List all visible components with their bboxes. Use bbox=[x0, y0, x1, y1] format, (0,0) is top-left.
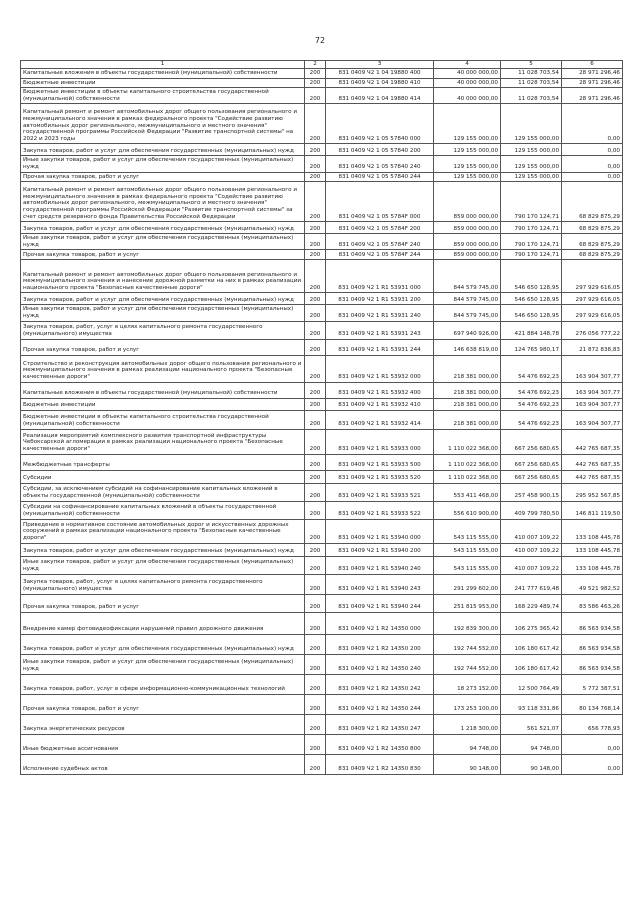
row-kvr: 200 bbox=[305, 483, 326, 501]
row-kvr: 200 bbox=[305, 519, 326, 543]
row-code: 831 0409 Ч2 1 R1 53931 243 bbox=[326, 321, 434, 339]
row-kvr: 200 bbox=[305, 234, 326, 250]
row-code: 831 0409 Ч2 1 R1 53931 200 bbox=[326, 293, 434, 305]
row-code: 831 0409 Ч2 1 R2 14350 242 bbox=[326, 674, 434, 694]
row-approved-amount: 173 253 100,00 bbox=[434, 694, 501, 714]
row-unexecuted-amount: 0,00 bbox=[562, 754, 623, 774]
row-approved-amount: 129 155 000,00 bbox=[434, 104, 501, 144]
table-row bbox=[21, 754, 623, 774]
row-unexecuted-amount: 5 772 387,51 bbox=[562, 674, 623, 694]
row-code: 831 0409 Ч2 1 05 57840 244 bbox=[326, 172, 434, 182]
row-executed-amount: 129 155 000,00 bbox=[501, 172, 562, 182]
row-code: 831 0409 Ч2 1 05 57840 200 bbox=[326, 144, 434, 156]
table-row bbox=[21, 182, 623, 222]
row-name: Капитальный ремонт и ремонт автомобильных дорог общего пользования регионального и межмуниципального значения и нанесение дорожной разметки на них в рамках реализации национального проекта "Безопасные качественные дороги" bbox=[21, 260, 305, 293]
row-kvr: 200 bbox=[305, 454, 326, 470]
table-row bbox=[21, 305, 623, 321]
row-name: Иные закупки товаров, работ и услуг для обеспечения государственных (муниципальных) нужд bbox=[21, 234, 305, 250]
row-code: 831 0409 Ч2 1 05 5784F 240 bbox=[326, 234, 434, 250]
row-executed-amount: 106 275 365,42 bbox=[501, 612, 562, 634]
table-row bbox=[21, 543, 623, 556]
header-cell: 2 bbox=[305, 61, 326, 69]
row-executed-amount: 106 180 617,42 bbox=[501, 654, 562, 674]
row-executed-amount: 561 521,07 bbox=[501, 714, 562, 734]
row-unexecuted-amount: 0,00 bbox=[562, 734, 623, 754]
row-name: Закупка товаров, работ, услуг в сфере информационно-коммуникационных технологий bbox=[21, 674, 305, 694]
row-approved-amount: 859 000 000,00 bbox=[434, 222, 501, 234]
table-row bbox=[21, 156, 623, 172]
row-approved-amount: 1 110 022 368,00 bbox=[434, 470, 501, 483]
row-name: Иные закупки товаров, работ и услуг для обеспечения государственных (муниципальных) нужд bbox=[21, 305, 305, 321]
row-executed-amount: 124 765 980,17 bbox=[501, 339, 562, 355]
row-code: 831 0409 Ч2 1 R1 53940 000 bbox=[326, 519, 434, 543]
row-name: Реализация мероприятий комплексного развития транспортной инфраструктуры Чебоксарской агломерации в рамках реализации национального проекта "Безопасные качественные дороги" bbox=[21, 429, 305, 454]
row-name: Субсидии на софинансирование капитальных вложений в объекты государственной (муниципальной) собственности bbox=[21, 501, 305, 519]
row-approved-amount: 859 000 000,00 bbox=[434, 250, 501, 260]
row-approved-amount: 1 110 022 368,00 bbox=[434, 454, 501, 470]
row-approved-amount: 129 155 000,00 bbox=[434, 172, 501, 182]
row-approved-amount: 192 839 300,00 bbox=[434, 612, 501, 634]
row-approved-amount: 251 815 953,00 bbox=[434, 594, 501, 612]
row-code: 831 0409 Ч2 1 R1 53931 000 bbox=[326, 260, 434, 293]
row-code: 831 0409 Ч2 1 R1 53940 244 bbox=[326, 594, 434, 612]
row-name: Закупка энергетических ресурсов bbox=[21, 714, 305, 734]
table-row bbox=[21, 501, 623, 519]
header-cell: 4 bbox=[434, 61, 501, 69]
row-code: 831 0409 Ч2 1 R2 14350 240 bbox=[326, 654, 434, 674]
row-executed-amount: 11 028 703,54 bbox=[501, 78, 562, 88]
row-code: 831 0409 Ч2 1 R2 14350 800 bbox=[326, 734, 434, 754]
row-name: Субсидии bbox=[21, 470, 305, 483]
row-code: 831 0409 Ч2 1 R1 53932 000 bbox=[326, 355, 434, 382]
row-kvr: 200 bbox=[305, 574, 326, 594]
table-row bbox=[21, 355, 623, 382]
row-code: 831 0409 Ч2 1 05 57840 240 bbox=[326, 156, 434, 172]
row-kvr: 200 bbox=[305, 734, 326, 754]
row-name: Капитальный ремонт и ремонт автомобильных дорог общего пользования регионального и межмуниципального значения в рамках федерального проекта "Содействие развитию автомобильных дорог регионального, межмуниципального и местного значения" государственной программы Российской Федерации "Развитие транспортной системы" за счет средств резервного фонда Правительства Российской Федерации bbox=[21, 182, 305, 222]
row-approved-amount: 146 638 819,00 bbox=[434, 339, 501, 355]
row-kvr: 200 bbox=[305, 654, 326, 674]
row-kvr: 200 bbox=[305, 634, 326, 654]
row-executed-amount: 409 799 780,50 bbox=[501, 501, 562, 519]
row-name: Закупка товаров, работ и услуг для обеспечения государственных (муниципальных) нужд bbox=[21, 144, 305, 156]
row-approved-amount: 218 381 000,00 bbox=[434, 410, 501, 429]
row-kvr: 200 bbox=[305, 674, 326, 694]
table-row bbox=[21, 234, 623, 250]
row-unexecuted-amount: 21 872 838,83 bbox=[562, 339, 623, 355]
row-approved-amount: 94 748,00 bbox=[434, 734, 501, 754]
row-name: Прочая закупка товаров, работ и услуг bbox=[21, 694, 305, 714]
table-row bbox=[21, 634, 623, 654]
row-kvr: 200 bbox=[305, 321, 326, 339]
row-executed-amount: 54 476 692,23 bbox=[501, 410, 562, 429]
row-executed-amount: 790 170 124,71 bbox=[501, 250, 562, 260]
row-approved-amount: 1 110 022 368,00 bbox=[434, 429, 501, 454]
row-code: 831 0409 Ч2 1 04 19880 410 bbox=[326, 78, 434, 88]
row-unexecuted-amount: 442 765 687,35 bbox=[562, 470, 623, 483]
row-code: 831 0409 Ч2 1 R2 14350 200 bbox=[326, 634, 434, 654]
row-kvr: 200 bbox=[305, 429, 326, 454]
row-kvr: 200 bbox=[305, 501, 326, 519]
row-code: 831 0409 Ч2 1 05 5784F 000 bbox=[326, 182, 434, 222]
row-unexecuted-amount: 163 904 307,77 bbox=[562, 410, 623, 429]
table-row bbox=[21, 104, 623, 144]
row-executed-amount: 54 476 692,23 bbox=[501, 398, 562, 410]
row-code: 831 0409 Ч2 1 R2 14350 830 bbox=[326, 754, 434, 774]
row-name: Капитальные вложения в объекты государственной (муниципальной) собственности bbox=[21, 69, 305, 79]
row-executed-amount: 410 007 109,22 bbox=[501, 556, 562, 574]
row-code: 831 0409 Ч2 1 R1 53940 240 bbox=[326, 556, 434, 574]
table-row bbox=[21, 694, 623, 714]
row-unexecuted-amount: 0,00 bbox=[562, 144, 623, 156]
header-cell: 6 bbox=[562, 61, 623, 69]
row-kvr: 200 bbox=[305, 556, 326, 574]
row-approved-amount: 291 299 602,00 bbox=[434, 574, 501, 594]
row-unexecuted-amount: 297 929 616,05 bbox=[562, 305, 623, 321]
row-executed-amount: 168 229 489,74 bbox=[501, 594, 562, 612]
row-kvr: 200 bbox=[305, 293, 326, 305]
row-executed-amount: 667 256 680,65 bbox=[501, 470, 562, 483]
row-executed-amount: 546 650 128,95 bbox=[501, 293, 562, 305]
row-name: Исполнение судебных актов bbox=[21, 754, 305, 774]
table-row bbox=[21, 144, 623, 156]
row-name: Закупка товаров, работ, услуг в целях капитального ремонта государственного (муниципального) имущества bbox=[21, 574, 305, 594]
row-kvr: 200 bbox=[305, 305, 326, 321]
row-name: Закупка товаров, работ, услуг в целях капитального ремонта государственного (муниципального) имущества bbox=[21, 321, 305, 339]
row-executed-amount: 129 155 000,00 bbox=[501, 144, 562, 156]
row-unexecuted-amount: 28 971 296,46 bbox=[562, 78, 623, 88]
row-unexecuted-amount: 86 563 934,58 bbox=[562, 612, 623, 634]
header-cell: 1 bbox=[21, 61, 305, 69]
row-name: Прочая закупка товаров, работ и услуг bbox=[21, 594, 305, 612]
row-code: 831 0409 Ч2 1 R1 53933 521 bbox=[326, 483, 434, 501]
row-code: 831 0409 Ч2 1 R1 53932 400 bbox=[326, 382, 434, 398]
row-unexecuted-amount: 133 108 445,78 bbox=[562, 519, 623, 543]
table-row bbox=[21, 172, 623, 182]
row-name: Внедрение камер фотовидеофиксации нарушений правил дорожного движения bbox=[21, 612, 305, 634]
row-executed-amount: 129 155 000,00 bbox=[501, 104, 562, 144]
table-row bbox=[21, 398, 623, 410]
row-executed-amount: 546 650 128,95 bbox=[501, 305, 562, 321]
row-unexecuted-amount: 276 056 777,22 bbox=[562, 321, 623, 339]
table-row bbox=[21, 519, 623, 543]
row-executed-amount: 11 028 703,54 bbox=[501, 88, 562, 104]
row-executed-amount: 410 007 109,22 bbox=[501, 519, 562, 543]
row-unexecuted-amount: 163 904 307,77 bbox=[562, 355, 623, 382]
row-kvr: 200 bbox=[305, 78, 326, 88]
row-code: 831 0409 Ч2 1 R1 53933 522 bbox=[326, 501, 434, 519]
row-executed-amount: 790 170 124,71 bbox=[501, 234, 562, 250]
table-row bbox=[21, 714, 623, 734]
row-approved-amount: 218 381 000,00 bbox=[434, 382, 501, 398]
row-unexecuted-amount: 86 563 934,58 bbox=[562, 654, 623, 674]
row-approved-amount: 40 000 000,00 bbox=[434, 88, 501, 104]
row-unexecuted-amount: 297 929 616,05 bbox=[562, 293, 623, 305]
row-executed-amount: 546 650 128,95 bbox=[501, 260, 562, 293]
row-executed-amount: 54 476 692,23 bbox=[501, 382, 562, 398]
row-executed-amount: 54 476 692,23 bbox=[501, 355, 562, 382]
table-row bbox=[21, 734, 623, 754]
row-approved-amount: 218 381 000,00 bbox=[434, 398, 501, 410]
header-row bbox=[21, 61, 623, 69]
row-kvr: 200 bbox=[305, 594, 326, 612]
row-code: 831 0409 Ч2 1 04 19880 400 bbox=[326, 69, 434, 79]
row-unexecuted-amount: 83 586 463,26 bbox=[562, 594, 623, 612]
row-name: Приведение в нормативное состояние автомобильных дорог и искусственных дорожных сооружений в рамках реализации национального проекта "Безопасные качественные дороги" bbox=[21, 519, 305, 543]
table-row bbox=[21, 88, 623, 104]
row-approved-amount: 543 115 555,00 bbox=[434, 519, 501, 543]
row-unexecuted-amount: 80 134 768,14 bbox=[562, 694, 623, 714]
row-executed-amount: 410 007 109,22 bbox=[501, 543, 562, 556]
row-approved-amount: 697 940 926,00 bbox=[434, 321, 501, 339]
row-executed-amount: 241 777 619,48 bbox=[501, 574, 562, 594]
row-code: 831 0409 Ч2 1 R1 53933 500 bbox=[326, 454, 434, 470]
row-executed-amount: 257 458 900,15 bbox=[501, 483, 562, 501]
row-name: Закупка товаров, работ и услуг для обеспечения государственных (муниципальных) нужд bbox=[21, 634, 305, 654]
row-executed-amount: 667 256 680,65 bbox=[501, 454, 562, 470]
row-name: Иные закупки товаров, работ и услуг для обеспечения государственных (муниципальных) нужд bbox=[21, 556, 305, 574]
row-executed-amount: 667 256 680,65 bbox=[501, 429, 562, 454]
row-kvr: 200 bbox=[305, 222, 326, 234]
row-executed-amount: 790 170 124,71 bbox=[501, 222, 562, 234]
row-approved-amount: 40 000 000,00 bbox=[434, 69, 501, 79]
row-kvr: 200 bbox=[305, 156, 326, 172]
row-code: 831 0409 Ч2 1 05 57840 000 bbox=[326, 104, 434, 144]
row-executed-amount: 129 155 000,00 bbox=[501, 156, 562, 172]
row-name: Бюджетные инвестиции bbox=[21, 78, 305, 88]
row-name: Бюджетные инвестиции bbox=[21, 398, 305, 410]
row-approved-amount: 1 218 300,00 bbox=[434, 714, 501, 734]
row-unexecuted-amount: 68 829 875,29 bbox=[562, 182, 623, 222]
table-row bbox=[21, 470, 623, 483]
row-name: Закупка товаров, работ и услуг для обеспечения государственных (муниципальных) нужд bbox=[21, 293, 305, 305]
row-name: Закупка товаров, работ и услуг для обеспечения государственных (муниципальных) нужд bbox=[21, 543, 305, 556]
row-unexecuted-amount: 68 829 875,29 bbox=[562, 250, 623, 260]
row-kvr: 200 bbox=[305, 470, 326, 483]
row-approved-amount: 859 000 000,00 bbox=[434, 182, 501, 222]
row-code: 831 0409 Ч2 1 R2 14350 244 bbox=[326, 694, 434, 714]
row-approved-amount: 859 000 000,00 bbox=[434, 234, 501, 250]
row-code: 831 0409 Ч2 1 R1 53931 244 bbox=[326, 339, 434, 355]
row-kvr: 200 bbox=[305, 754, 326, 774]
header-cell: 5 bbox=[501, 61, 562, 69]
row-unexecuted-amount: 295 952 567,85 bbox=[562, 483, 623, 501]
row-kvr: 200 bbox=[305, 410, 326, 429]
table-row bbox=[21, 382, 623, 398]
table-row bbox=[21, 674, 623, 694]
table-row bbox=[21, 339, 623, 355]
table-row bbox=[21, 321, 623, 339]
row-code: 831 0409 Ч2 1 05 5784F 244 bbox=[326, 250, 434, 260]
row-kvr: 200 bbox=[305, 543, 326, 556]
row-code: 831 0409 Ч2 1 R1 53932 414 bbox=[326, 410, 434, 429]
row-approved-amount: 129 155 000,00 bbox=[434, 156, 501, 172]
row-executed-amount: 90 148,00 bbox=[501, 754, 562, 774]
row-approved-amount: 192 744 552,00 bbox=[434, 634, 501, 654]
row-approved-amount: 543 115 555,00 bbox=[434, 543, 501, 556]
row-executed-amount: 94 748,00 bbox=[501, 734, 562, 754]
row-name: Бюджетные инвестиции в объекты капитального строительства государственной (муниципальной) собственности bbox=[21, 88, 305, 104]
table-row bbox=[21, 222, 623, 234]
header-cell: 3 bbox=[326, 61, 434, 69]
row-code: 831 0409 Ч2 1 R2 14350 247 bbox=[326, 714, 434, 734]
budget-table bbox=[20, 60, 623, 775]
row-unexecuted-amount: 0,00 bbox=[562, 104, 623, 144]
row-kvr: 200 bbox=[305, 88, 326, 104]
row-name: Субсидии, за исключением субсидий на софинансирование капитальных вложений в объекты государственной (муниципальной) собственности bbox=[21, 483, 305, 501]
row-unexecuted-amount: 49 521 982,52 bbox=[562, 574, 623, 594]
row-name: Иные закупки товаров, работ и услуг для обеспечения государственных (муниципальных) нужд bbox=[21, 156, 305, 172]
row-name: Строительство и реконструкция автомобильных дорог общего пользования регионального и межмуниципального значения в рамках реализации национального проекта "Безопасные качественные дороги" bbox=[21, 355, 305, 382]
row-unexecuted-amount: 133 108 445,78 bbox=[562, 543, 623, 556]
row-kvr: 200 bbox=[305, 144, 326, 156]
row-kvr: 200 bbox=[305, 382, 326, 398]
row-kvr: 200 bbox=[305, 260, 326, 293]
row-code: 831 0409 Ч2 1 05 5784F 200 bbox=[326, 222, 434, 234]
table-row bbox=[21, 410, 623, 429]
row-executed-amount: 93 118 331,86 bbox=[501, 694, 562, 714]
row-kvr: 200 bbox=[305, 250, 326, 260]
row-code: 831 0409 Ч2 1 R1 53940 243 bbox=[326, 574, 434, 594]
row-code: 831 0409 Ч2 1 R1 53940 200 bbox=[326, 543, 434, 556]
row-name: Прочая закупка товаров, работ и услуг bbox=[21, 339, 305, 355]
row-name: Прочая закупка товаров, работ и услуг bbox=[21, 172, 305, 182]
row-name: Межбюджетные трансферты bbox=[21, 454, 305, 470]
row-executed-amount: 12 500 764,49 bbox=[501, 674, 562, 694]
table-row bbox=[21, 78, 623, 88]
row-approved-amount: 129 155 000,00 bbox=[434, 144, 501, 156]
row-unexecuted-amount: 442 765 687,35 bbox=[562, 454, 623, 470]
row-kvr: 200 bbox=[305, 339, 326, 355]
row-code: 831 0409 Ч2 1 R1 53931 240 bbox=[326, 305, 434, 321]
row-kvr: 200 bbox=[305, 694, 326, 714]
table-row bbox=[21, 556, 623, 574]
row-approved-amount: 192 744 552,00 bbox=[434, 654, 501, 674]
row-unexecuted-amount: 163 904 307,77 bbox=[562, 382, 623, 398]
table-row bbox=[21, 483, 623, 501]
table-row bbox=[21, 293, 623, 305]
row-executed-amount: 421 884 148,78 bbox=[501, 321, 562, 339]
table-row bbox=[21, 574, 623, 594]
row-unexecuted-amount: 656 778,93 bbox=[562, 714, 623, 734]
row-kvr: 200 bbox=[305, 398, 326, 410]
row-kvr: 200 bbox=[305, 612, 326, 634]
row-approved-amount: 556 610 900,00 bbox=[434, 501, 501, 519]
row-unexecuted-amount: 68 829 875,29 bbox=[562, 234, 623, 250]
row-name: Иные закупки товаров, работ и услуг для обеспечения государственных (муниципальных) нужд bbox=[21, 654, 305, 674]
row-approved-amount: 218 381 000,00 bbox=[434, 355, 501, 382]
row-approved-amount: 844 579 745,00 bbox=[434, 305, 501, 321]
row-unexecuted-amount: 0,00 bbox=[562, 172, 623, 182]
row-unexecuted-amount: 28 971 296,46 bbox=[562, 69, 623, 79]
row-code: 831 0409 Ч2 1 04 19880 414 bbox=[326, 88, 434, 104]
row-approved-amount: 40 000 000,00 bbox=[434, 78, 501, 88]
row-executed-amount: 790 170 124,71 bbox=[501, 182, 562, 222]
table-row bbox=[21, 260, 623, 293]
row-kvr: 200 bbox=[305, 69, 326, 79]
table-row bbox=[21, 429, 623, 454]
row-unexecuted-amount: 146 811 119,50 bbox=[562, 501, 623, 519]
row-approved-amount: 844 579 745,00 bbox=[434, 293, 501, 305]
row-approved-amount: 543 115 555,00 bbox=[434, 556, 501, 574]
row-code: 831 0409 Ч2 1 R1 53932 410 bbox=[326, 398, 434, 410]
row-name: Капитальные вложения в объекты государственной (муниципальной) собственности bbox=[21, 382, 305, 398]
row-approved-amount: 844 579 745,00 bbox=[434, 260, 501, 293]
row-approved-amount: 90 148,00 bbox=[434, 754, 501, 774]
table-row bbox=[21, 250, 623, 260]
row-executed-amount: 106 180 617,42 bbox=[501, 634, 562, 654]
row-approved-amount: 553 411 468,00 bbox=[434, 483, 501, 501]
row-code: 831 0409 Ч2 1 R1 53933 520 bbox=[326, 470, 434, 483]
table-row bbox=[21, 654, 623, 674]
row-name: Закупка товаров, работ и услуг для обеспечения государственных (муниципальных) нужд bbox=[21, 222, 305, 234]
row-unexecuted-amount: 68 829 875,29 bbox=[562, 222, 623, 234]
row-unexecuted-amount: 133 108 445,78 bbox=[562, 556, 623, 574]
row-executed-amount: 11 028 703,54 bbox=[501, 69, 562, 79]
row-unexecuted-amount: 297 929 616,05 bbox=[562, 260, 623, 293]
row-unexecuted-amount: 86 563 934,58 bbox=[562, 634, 623, 654]
row-unexecuted-amount: 28 971 296,46 bbox=[562, 88, 623, 104]
row-name: Бюджетные инвестиции в объекты капитального строительства государственной (муниципальной) собственности bbox=[21, 410, 305, 429]
row-code: 831 0409 Ч2 1 R1 53933 000 bbox=[326, 429, 434, 454]
table-row bbox=[21, 454, 623, 470]
row-kvr: 200 bbox=[305, 172, 326, 182]
table-row bbox=[21, 612, 623, 634]
page-number: 72 bbox=[314, 36, 326, 45]
table-row bbox=[21, 594, 623, 612]
row-kvr: 200 bbox=[305, 355, 326, 382]
row-name: Иные бюджетные ассигнования bbox=[21, 734, 305, 754]
row-code: 831 0409 Ч2 1 R2 14350 000 bbox=[326, 612, 434, 634]
row-name: Капитальный ремонт и ремонт автомобильных дорог общего пользования регионального и межмуниципального значения в рамках федерального проекта "Содействие развитию автомобильных дорог регионального, межмуниципального и местного значения" государственной программы Российской Федерации "Развитие транспортной системы" на 2022 и 2023 годы bbox=[21, 104, 305, 144]
row-kvr: 200 bbox=[305, 714, 326, 734]
row-kvr: 200 bbox=[305, 182, 326, 222]
row-unexecuted-amount: 442 765 687,35 bbox=[562, 429, 623, 454]
row-unexecuted-amount: 0,00 bbox=[562, 156, 623, 172]
table-row bbox=[21, 69, 623, 79]
row-name: Прочая закупка товаров, работ и услуг bbox=[21, 250, 305, 260]
row-approved-amount: 18 273 152,00 bbox=[434, 674, 501, 694]
row-unexecuted-amount: 163 904 307,77 bbox=[562, 398, 623, 410]
row-kvr: 200 bbox=[305, 104, 326, 144]
